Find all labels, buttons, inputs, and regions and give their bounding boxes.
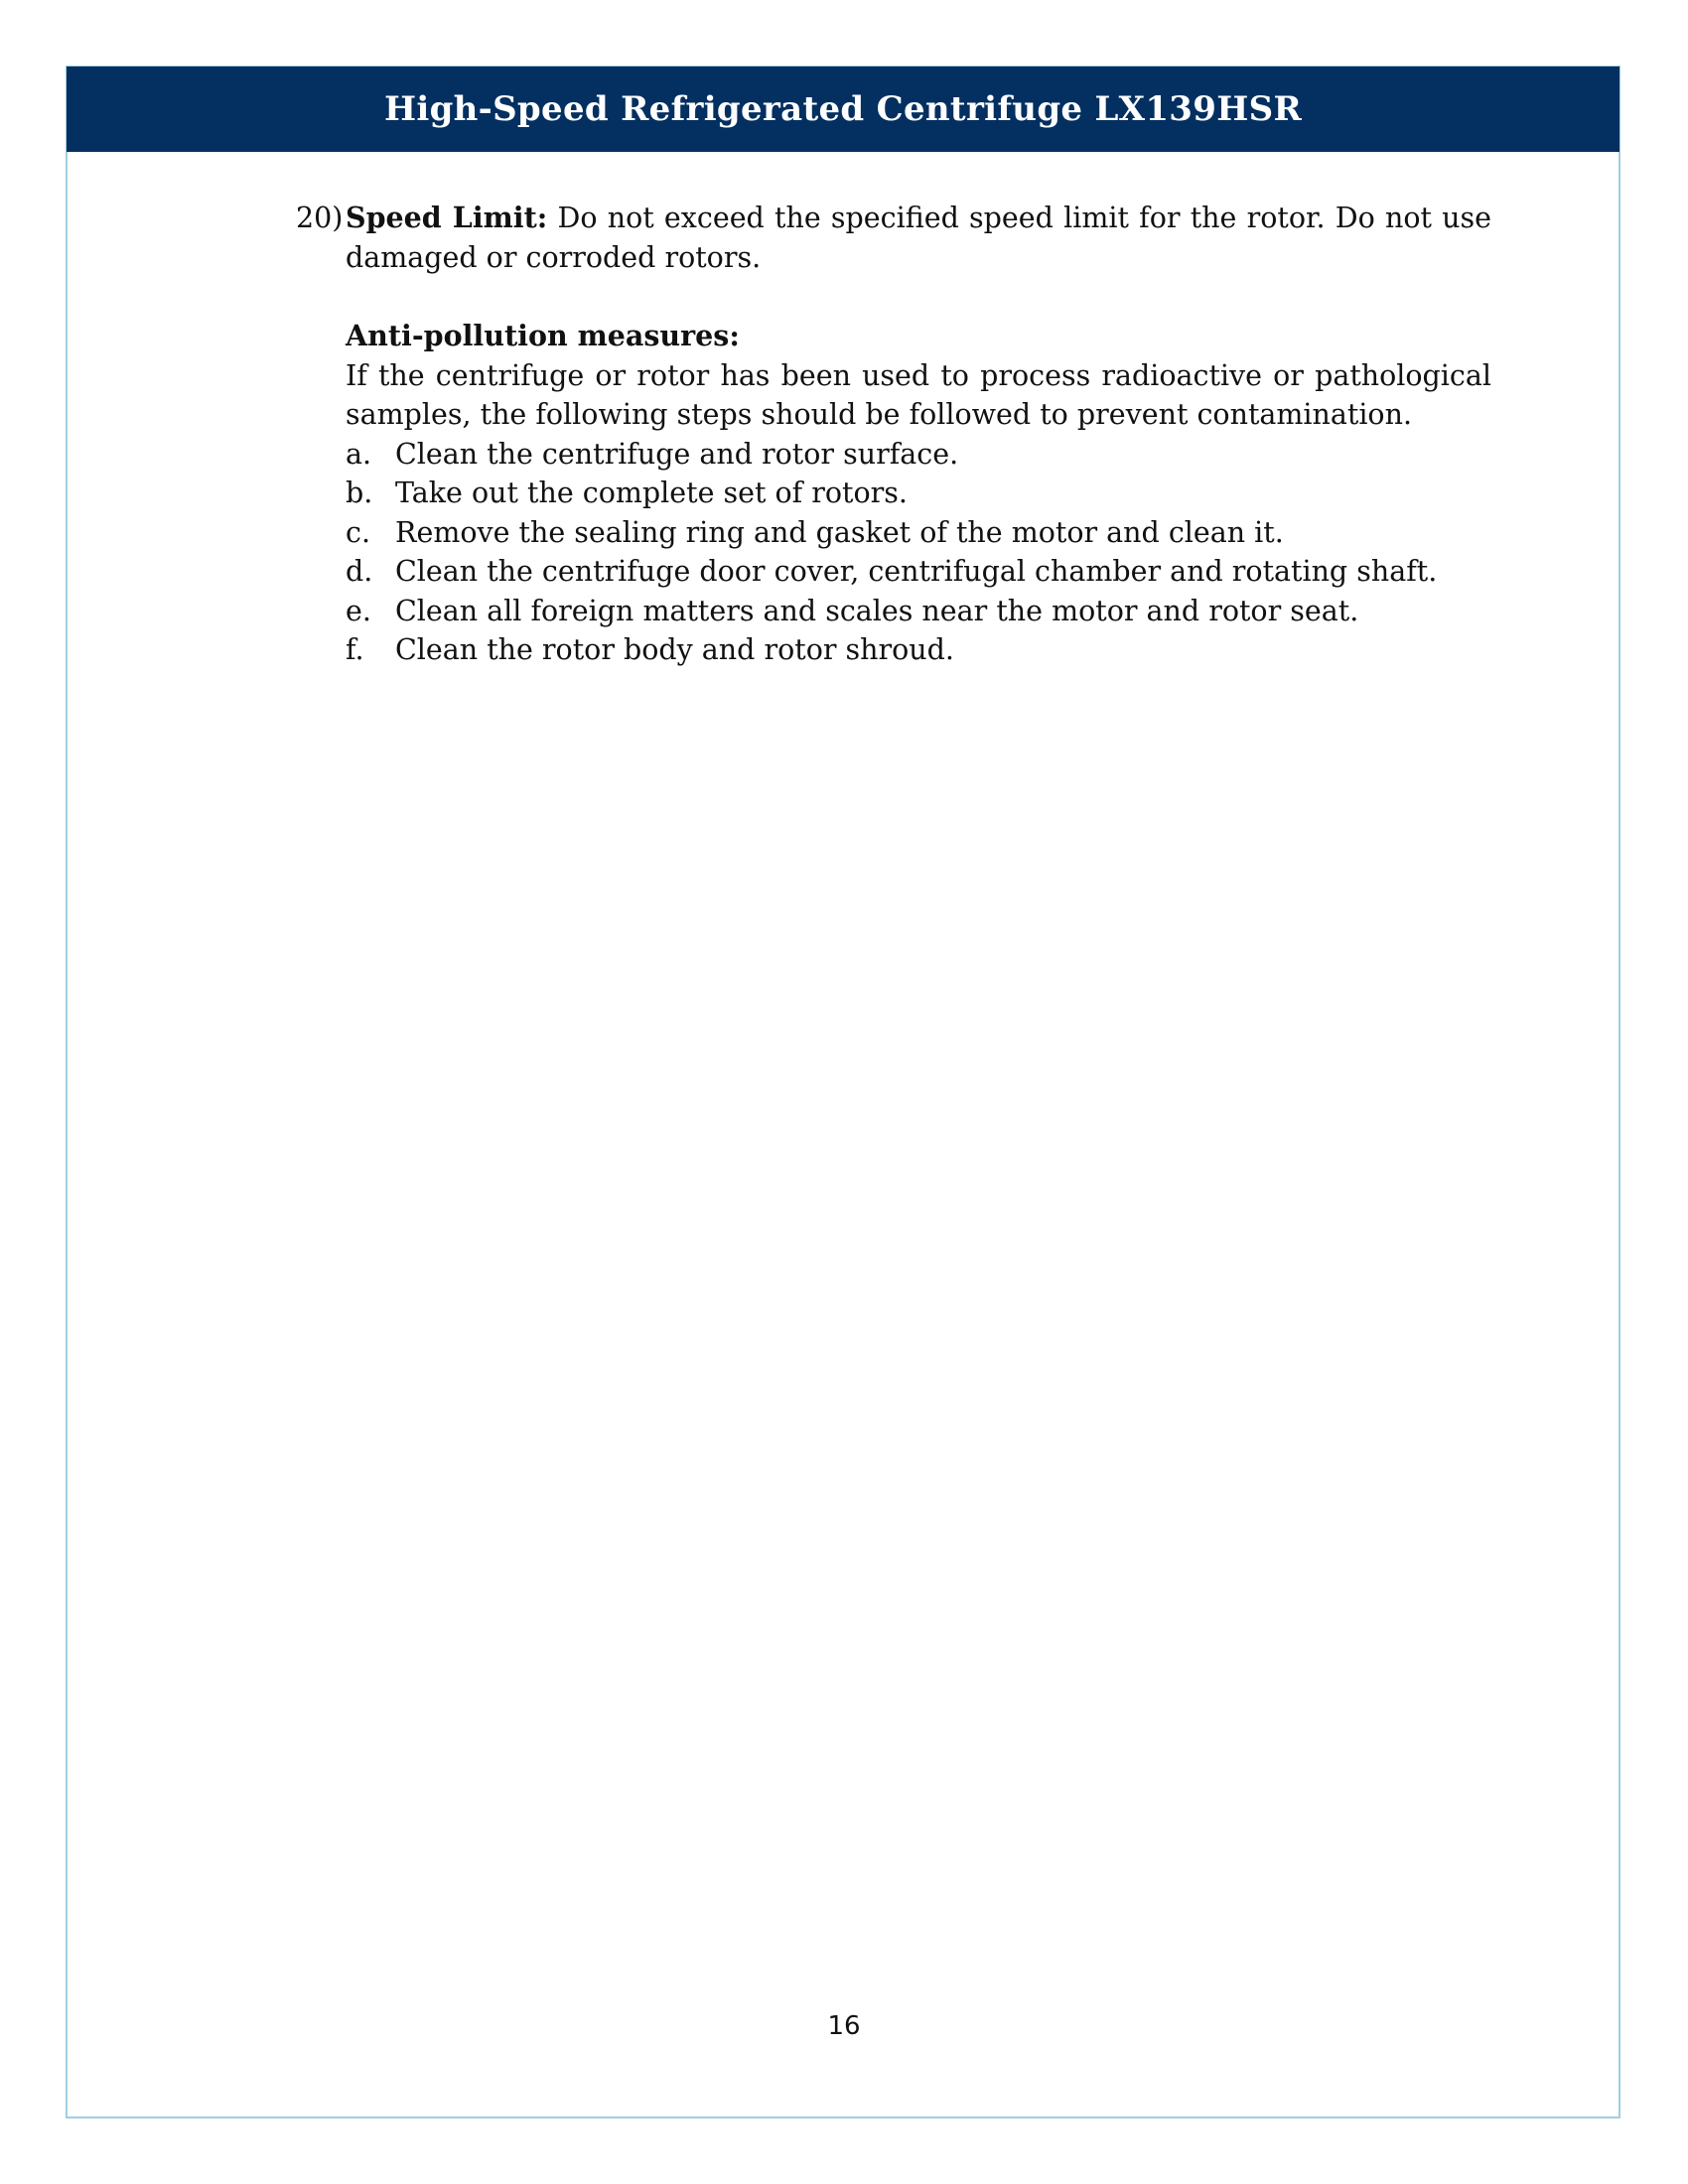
list-item-text: Take out the complete set of rotors. bbox=[395, 477, 908, 509]
list-marker: e. bbox=[346, 594, 371, 627]
page-content bbox=[296, 199, 1491, 670]
anti-pollution-section bbox=[296, 317, 1491, 670]
list-item bbox=[346, 474, 1491, 513]
steps-list bbox=[346, 435, 1491, 670]
document-header bbox=[67, 67, 1619, 152]
list-item bbox=[346, 630, 1491, 670]
page-number: 16 bbox=[827, 2011, 861, 2041]
list-item bbox=[346, 435, 1491, 475]
list-marker: b. bbox=[346, 477, 373, 509]
document-title: High-Speed Refrigerated Centrifuge LX139HSR bbox=[383, 89, 1303, 129]
list-marker: f. bbox=[346, 633, 364, 666]
list-item-text: Clean the rotor body and rotor shroud. bbox=[395, 633, 954, 666]
section-heading: Anti-pollution measures: bbox=[346, 319, 740, 352]
list-item-text: Clean the centrifuge door cover, centrifugal chamber and rotating shaft. bbox=[395, 555, 1438, 588]
list-marker: c. bbox=[346, 515, 371, 549]
item-text: Do not exceed the specified speed limit for the rotor. Do not use damaged or corroded rotors. bbox=[346, 202, 1491, 274]
item-number: 20) bbox=[296, 202, 344, 234]
list-item bbox=[346, 592, 1491, 631]
list-marker: d. bbox=[346, 555, 373, 588]
list-item-text: Remove the sealing ring and gasket of the motor and clean it. bbox=[395, 515, 1284, 549]
item-label: Speed Limit: bbox=[346, 201, 548, 234]
list-item bbox=[346, 552, 1491, 592]
item-speed-limit bbox=[296, 199, 1491, 277]
list-marker: a. bbox=[346, 437, 372, 471]
list-item-text: Clean the centrifuge and rotor surface. bbox=[395, 437, 959, 471]
list-item-text: Clean all foreign matters and scales near the motor and rotor seat. bbox=[395, 594, 1359, 627]
list-item bbox=[346, 513, 1491, 553]
section-intro: If the centrifuge or rotor has been used to process radioactive or pathological samples, the following steps should be followed to prevent contamination. bbox=[346, 358, 1491, 431]
